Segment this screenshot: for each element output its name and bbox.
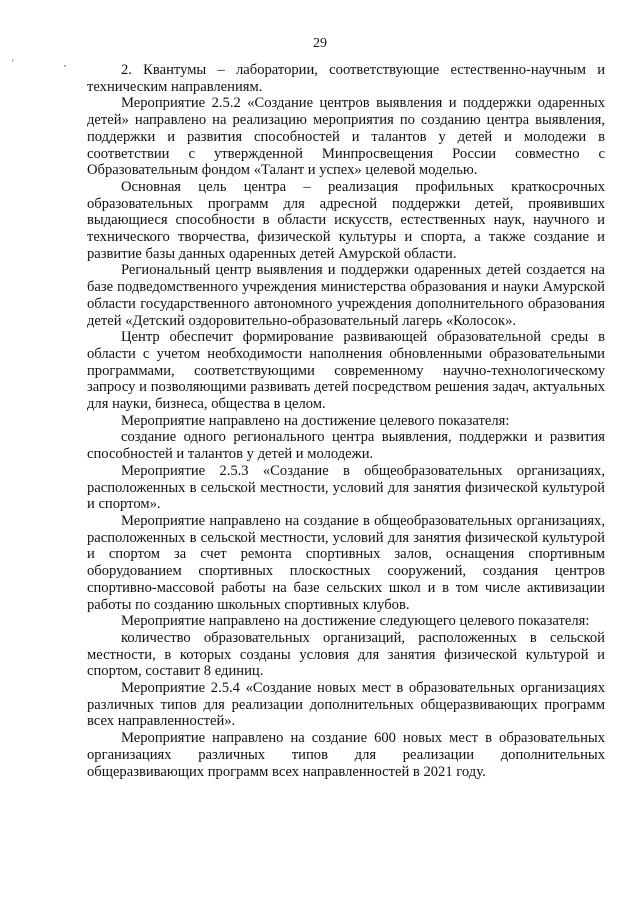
page-number: 29	[313, 36, 327, 51]
paragraph: 2. Квантумы – лаборатории, соответствующие естественно-научным и техническим направлениям.	[87, 62, 605, 95]
paragraph: Мероприятие направлено на достижение целевого показателя:	[121, 412, 510, 429]
paragraph: Основная цель центра – реализация профильных краткосрочных образовательных программ для адресной поддержки детей, проявивших выдающиеся способности в области искусств, естественных наук, научного и технического творчества, физической культуры и спорта, а также создание и развитие базы данных одаренных детей Амурской области.	[87, 178, 605, 262]
paragraph: Мероприятие 2.5.2 «Создание центров выявления и поддержки одаренных детей» направлено на реализацию мероприятия по созданию центра выявления, поддержки и развития способностей и талантов у детей и молодежи в соответствии с утвержденной Минпросвещения России совместно с Образовательным фондом «Талант и успех» целевой моделью.	[87, 95, 605, 179]
body-text	[87, 62, 605, 780]
paragraph: Центр обеспечит формирование развивающей образовательной среды в области с учетом необходимости наполнения обновленными образовательными программами, соответствующими современному научно-технологическому запросу и позволяющими развивать детей посредством решения задач, актуальных для науки, бизнеса, общества в целом.	[87, 329, 605, 413]
paragraph: создание одного регионального центра выявления, поддержки и развития способностей и талантов у детей и молодежи.	[87, 429, 605, 463]
paragraph: Мероприятие 2.5.4 «Создание новых мест в образовательных организациях различных типов для реализации дополнительных общеразвивающих программ всех направленностей».	[87, 680, 605, 730]
paragraph: Региональный центр выявления и поддержки одаренных детей создается на базе подведомственного учреждения министерства образования и науки Амурской области государственного автономного учреждения дополнительного образования детей «Детский оздоровительно-образовательный лагерь «Колосок».	[87, 262, 605, 329]
paragraph: Мероприятие 2.5.3 «Создание в общеобразовательных организациях, расположенных в сельской местности, условий для занятия физической культурой и спортом».	[87, 462, 605, 513]
paragraph: Мероприятие направлено на достижение следующего целевого показателя:	[121, 613, 590, 630]
paragraph: количество образовательных организаций, расположенных в сельской местности, в которых созданы условия для занятия физической культурой и спортом, составит 8 единиц.	[87, 629, 605, 680]
paragraph: Мероприятие направлено на создание в общеобразовательных организациях, расположенных в сельской местности, условий для занятия физической культурой и спортом за счет ремонта спортивных залов, оснащения спортивным оборудованием спортивных плоскостных сооружений, создания центров спортивно-массовой работы на базе сельских школ и в том числе активизации работы по созданию школьных спортивных клубов.	[87, 512, 605, 613]
paragraph: Мероприятие направлено на создание 600 новых мест в образовательных организациях различных типов для реализации дополнительных общеразвивающих программ всех направленностей в 2021 году.	[87, 730, 605, 780]
margin-marks: ' ,	[12, 58, 91, 68]
